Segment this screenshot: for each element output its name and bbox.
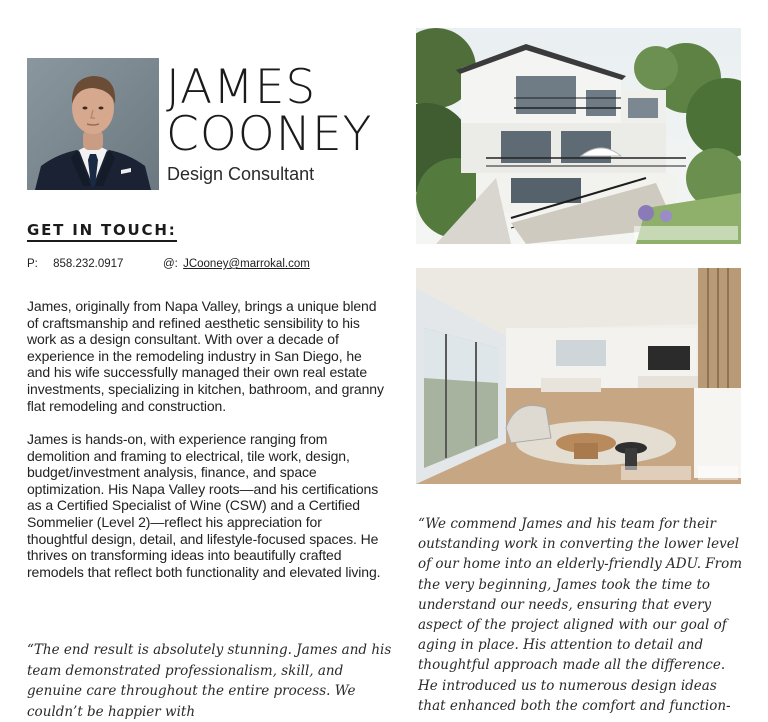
email-row: [163, 258, 310, 270]
exterior-rendering-photo: [416, 28, 741, 244]
phone-row: [27, 258, 123, 270]
job-title: Design Consultant: [167, 164, 315, 184]
first-name: JAMES: [166, 60, 317, 115]
phone-label: P:: [27, 258, 38, 270]
interior-rendering-photo: [416, 268, 741, 484]
testimonial-right: “We commend James and his team for their outstanding work in converting the lower level of our home into an elderly-friendly ADU. From the very beginning, James took the time to understand our needs, ensuring that every aspect of the project aligned with our goal of aging in place. His attention to detail and thoughtful approach made all the difference. He introduced us to numerous design ideas that enhanced both the comfort and function-: [418, 516, 743, 714]
interior-living-illustration: [416, 268, 741, 484]
headshot-illustration: [27, 58, 159, 190]
bio-paragraph-2: James is hands-on, with experience ranging from demolition and framing to electrical, tile work, design, budget/investment analysis, finance, and space optimization. His Napa Valley roots—and his certifications as a Certified Specialist of Wine (CSW) and a Certified Sommelier (Level 2)—reflect his appreciation for thoughtful design, detail, and lifestyle-focused spaces. He thrives on transforming ideas into beautifully crafted remodels that reflect both functionality and elevated living.: [27, 431, 381, 580]
contact-heading: GET IN TOUCH:: [27, 221, 177, 242]
bio-paragraph-1: James, originally from Napa Valley, brings a unique blend of craftsmanship and refined aesthetic sensibility to his work as a design consultant. With over a decade of experience in the remodeling industry in San Diego, he and his wife successfully managed their own real estate investments, specializing in kitchen, bathroom, and granny flat remodeling and construction.: [27, 298, 384, 414]
exterior-house-illustration: [416, 28, 741, 244]
last-name: COONEY: [166, 107, 373, 162]
email-link[interactable]: JCooney@marrokal.com: [183, 258, 310, 270]
phone-number[interactable]: 858.232.0917: [53, 258, 124, 270]
email-label: @:: [163, 258, 178, 270]
headshot-photo: [27, 58, 159, 190]
testimonial-left: “The end result is absolutely stunning. James and his team demonstrated professionalism, skill, and genuine care throughout the entire process. We couldn’t be happier with: [27, 642, 392, 720]
